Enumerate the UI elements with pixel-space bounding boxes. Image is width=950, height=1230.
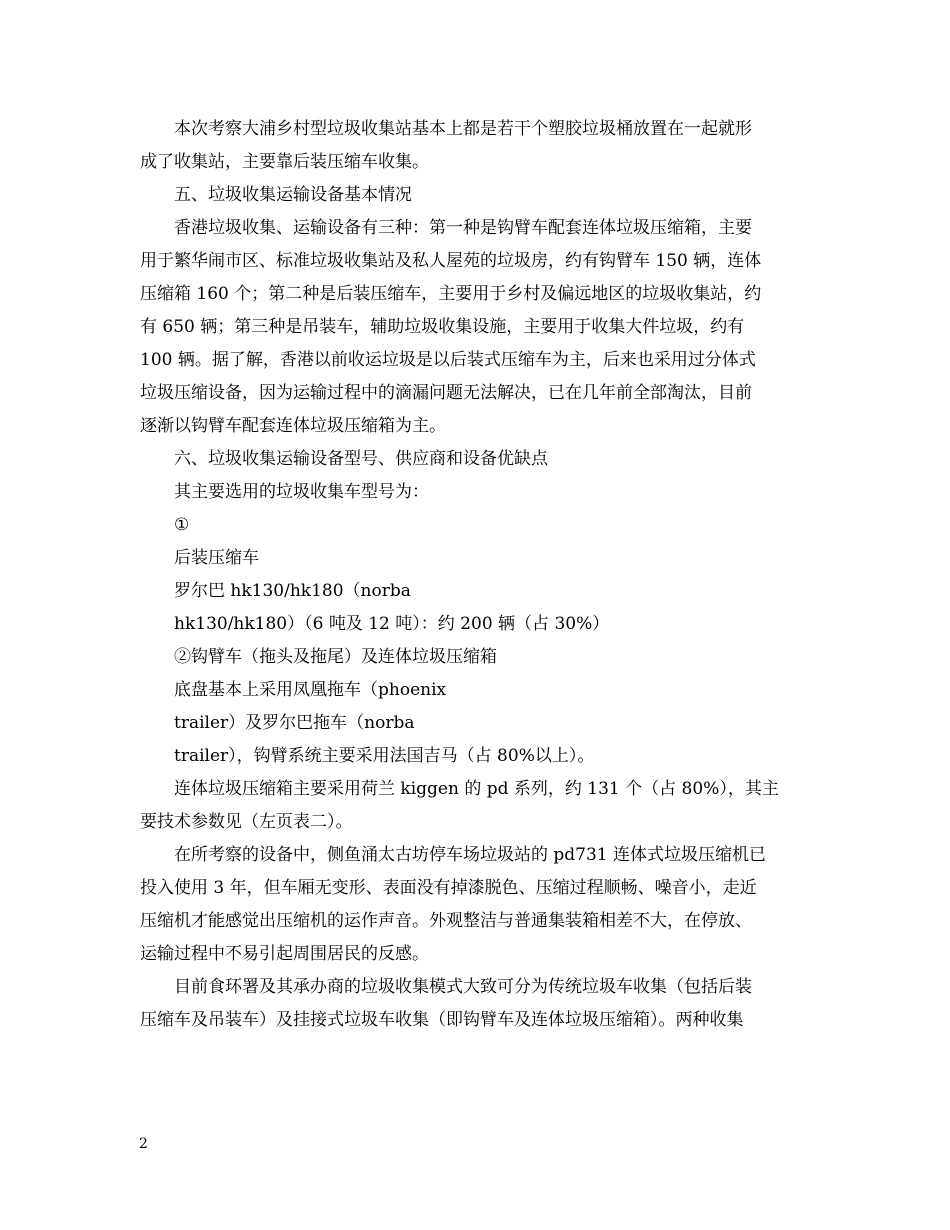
text-line: 用于繁华闹市区、标准垃圾收集站及私人屋苑的垃圾房，约有钩臂车 150 辆，连体 xyxy=(140,251,762,271)
text-line: trailer）及罗尔巴拖车（norba xyxy=(174,713,415,733)
text-line: 压缩机才能感觉出压缩机的运作声音。外观整洁与普通集装箱相差不大，在停放、 xyxy=(140,911,752,931)
text-line: 罗尔巴 hk130/hk180（norba xyxy=(174,581,411,601)
text-line: 本次考察大浦乡村型垃圾收集站基本上都是若干个塑胶垃圾桶放置在一起就形 xyxy=(174,119,752,139)
text-line: hk130/hk180）（6 吨及 12 吨）：约 200 辆（占 30%） xyxy=(174,614,610,634)
text-line: 底盘基本上采用凤凰拖车（phoenix xyxy=(174,680,447,700)
text-line: 垃圾压缩设备，因为运输过程中的滴漏问题无法解决，已在几年前全部淘汰，目前 xyxy=(140,383,752,403)
text-line: ②钩臂车（拖头及拖尾）及连体垃圾压缩箱 xyxy=(174,647,497,667)
page-number: 2 xyxy=(139,1136,148,1152)
text-line: ① xyxy=(174,515,190,535)
text-line: 压缩箱 160 个；第二种是后装压缩车，主要用于乡村及偏远地区的垃圾收集站，约 xyxy=(140,284,762,304)
text-line: 其主要选用的垃圾收集车型号为： xyxy=(174,482,429,502)
text-line: 香港垃圾收集、运输设备有三种：第一种是钩臂车配套连体垃圾压缩箱，主要 xyxy=(174,218,752,238)
body-text xyxy=(140,113,815,1037)
text-line: 连体垃圾压缩箱主要采用荷兰 kiggen 的 pd 系列，约 131 个（占 80%），其主 xyxy=(174,779,779,799)
text-line: 100 辆。据了解，香港以前收运垃圾是以后装式压缩车为主，后来也采用过分体式 xyxy=(140,350,756,370)
text-line: 逐渐以钩臂车配套连体垃圾压缩箱为主。 xyxy=(140,416,446,436)
text-line: 成了收集站，主要靠后装压缩车收集。 xyxy=(140,152,429,172)
text-line: 五、垃圾收集运输设备基本情况 xyxy=(174,185,412,205)
text-line: trailer），钩臂系统主要采用法国吉马（占 80%以上）。 xyxy=(174,746,595,766)
text-line: 后装压缩车 xyxy=(174,548,259,568)
text-line: 要技术参数见（左页表二）。 xyxy=(140,812,353,832)
text-line: 投入使用 3 年，但车厢无变形、表面没有掉漆脱色、压缩过程顺畅、噪音小，走近 xyxy=(140,878,757,898)
text-line: 在所考察的设备中，侧鱼涌太古坊停车场垃圾站的 pd731 连体式垃圾压缩机已 xyxy=(174,845,767,865)
text-line: 运输过程中不易引起周围居民的反感。 xyxy=(140,944,429,964)
text-line: 目前食环署及其承办商的垃圾收集模式大致可分为传统垃圾车收集（包括后装 xyxy=(174,977,752,997)
text-line: 有 650 辆；第三种是吊装车，辅助垃圾收集设施，主要用于收集大件垃圾，约有 xyxy=(140,317,745,337)
text-line: 压缩车及吊装车）及挂接式垃圾车收集（即钩臂车及连体垃圾压缩箱）。两种收集 xyxy=(140,1010,744,1030)
text-line: 六、垃圾收集运输设备型号、供应商和设备优缺点 xyxy=(174,449,548,469)
